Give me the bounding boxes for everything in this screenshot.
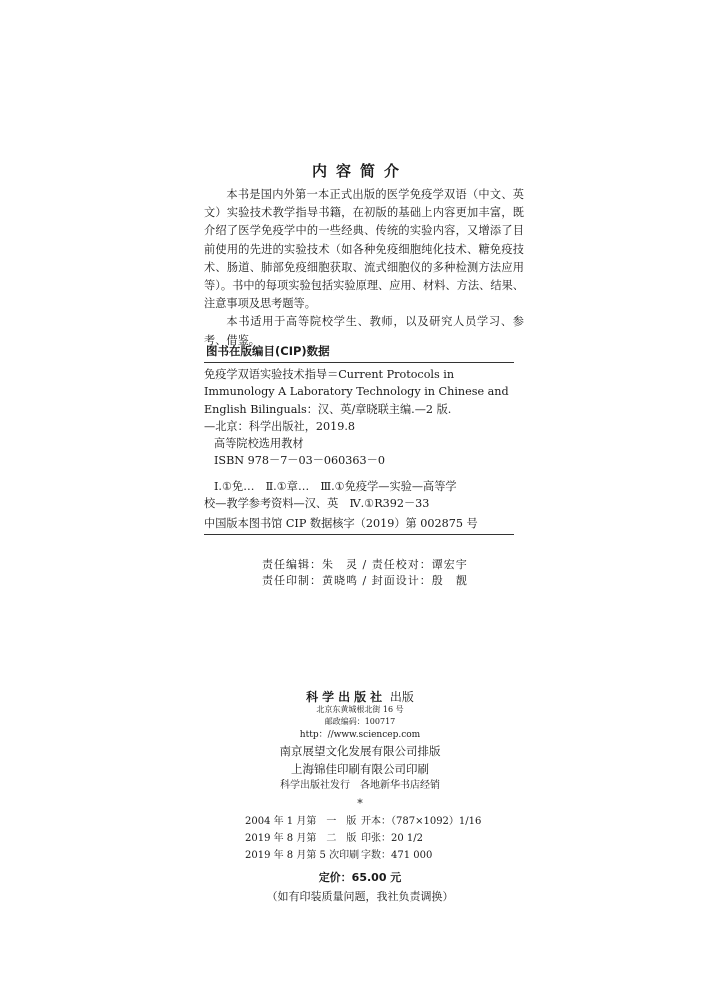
publisher-suffix: 出版 — [389, 690, 414, 704]
publisher-block — [0, 690, 720, 811]
typesetting-line: 南京展望文化发展有限公司排版 — [279, 744, 441, 758]
cip-line: ISBN 978－7－03－060363－0 — [214, 454, 385, 468]
cip-line: —北京：科学出版社，2019.8 — [204, 419, 356, 433]
printing-line: 上海锦佳印刷有限公司印刷 — [291, 762, 429, 776]
cip-record — [204, 366, 516, 512]
credits-line: 责任印制：黄晓鸣 / 封面设计：殷 靓 — [262, 574, 468, 587]
synopsis-title: 内容简介 — [311, 162, 408, 180]
edition-row — [245, 847, 461, 864]
publisher-url: http：//www.sciencep.com — [299, 730, 421, 740]
cip-top-rule — [204, 362, 514, 363]
cip-bottom-rule — [204, 534, 514, 535]
star-separator: * — [357, 797, 363, 810]
quality-notice: （如有印装质量问题，我社负责调换） — [266, 890, 454, 903]
publisher-postcode: 邮政编码：100717 — [324, 717, 396, 726]
edition-date: 2019 年 8 月第 二 版 — [245, 833, 357, 844]
cip-line: Immunology A Laboratory Technology in Chinese and — [204, 385, 509, 399]
edition-row — [245, 813, 482, 830]
cip-number: 中国版本图书馆 CIP 数据核字（2019）第 002875 号 — [204, 517, 478, 530]
cip-classification-line: 校—教学参考资料—汉、英 Ⅳ.①R392－33 — [204, 497, 430, 511]
credits — [262, 557, 468, 589]
cip-line: English Bilinguals：汉、英/章晓联主编.—2 版. — [204, 402, 452, 416]
edition-spec: 印张：20 1/2 — [361, 833, 423, 844]
synopsis-text — [204, 186, 524, 350]
cip-line: 高等院校选用教材 — [214, 437, 304, 451]
synopsis-paragraph: 本书适用于高等院校学生、教师，以及研究人员学习、参考、借鉴。 — [204, 315, 524, 347]
edition-row — [245, 830, 461, 847]
publisher-name: 科学出版社 — [306, 690, 387, 704]
price: 定价：65.00 元 — [318, 871, 402, 884]
edition-date: 2004 年 1 月第 一 版 — [245, 816, 357, 827]
edition-spec: 开本：（787×1092）1/16 — [361, 816, 482, 827]
edition-spec: 字数：471 000 — [361, 850, 433, 861]
cip-heading: 图书在版编目(CIP)数据 — [206, 344, 330, 358]
credits-line: 责任编辑：朱 灵 / 责任校对：谭宏宇 — [262, 558, 468, 571]
distribution-line: 科学出版社发行 各地新华书店经销 — [280, 780, 440, 791]
cip-classification-line: Ⅰ.①免… Ⅱ.①章… Ⅲ.①免疫学—实验—高等学 — [214, 479, 457, 493]
edition-table — [245, 813, 482, 864]
synopsis-paragraph: 本书是国内外第一本正式出版的医学免疫学双语（中文、英文）实验技术教学指导书籍，在初版的基础上内容更加丰富，既介绍了医学免疫学中的一些经典、传统的实验内容，又增添了目前使用的先进的实验技术（如各种免疫细胞纯化技术、糖免疫技术、肠道、肺部免疫细胞获取、流式细胞仪的多种检测方法应用等）。书中的每项实验包括实验原理、应用、材料、方法、结果、注意事项及思考题等。 — [204, 188, 524, 311]
edition-date: 2019 年 8 月第 5 次印刷 — [245, 850, 360, 861]
cip-line: 免疫学双语实验技术指导＝Current Protocols in — [204, 368, 455, 381]
publisher-address: 北京东黄城根北街 16 号 — [316, 705, 404, 714]
publisher-line — [0, 690, 720, 704]
